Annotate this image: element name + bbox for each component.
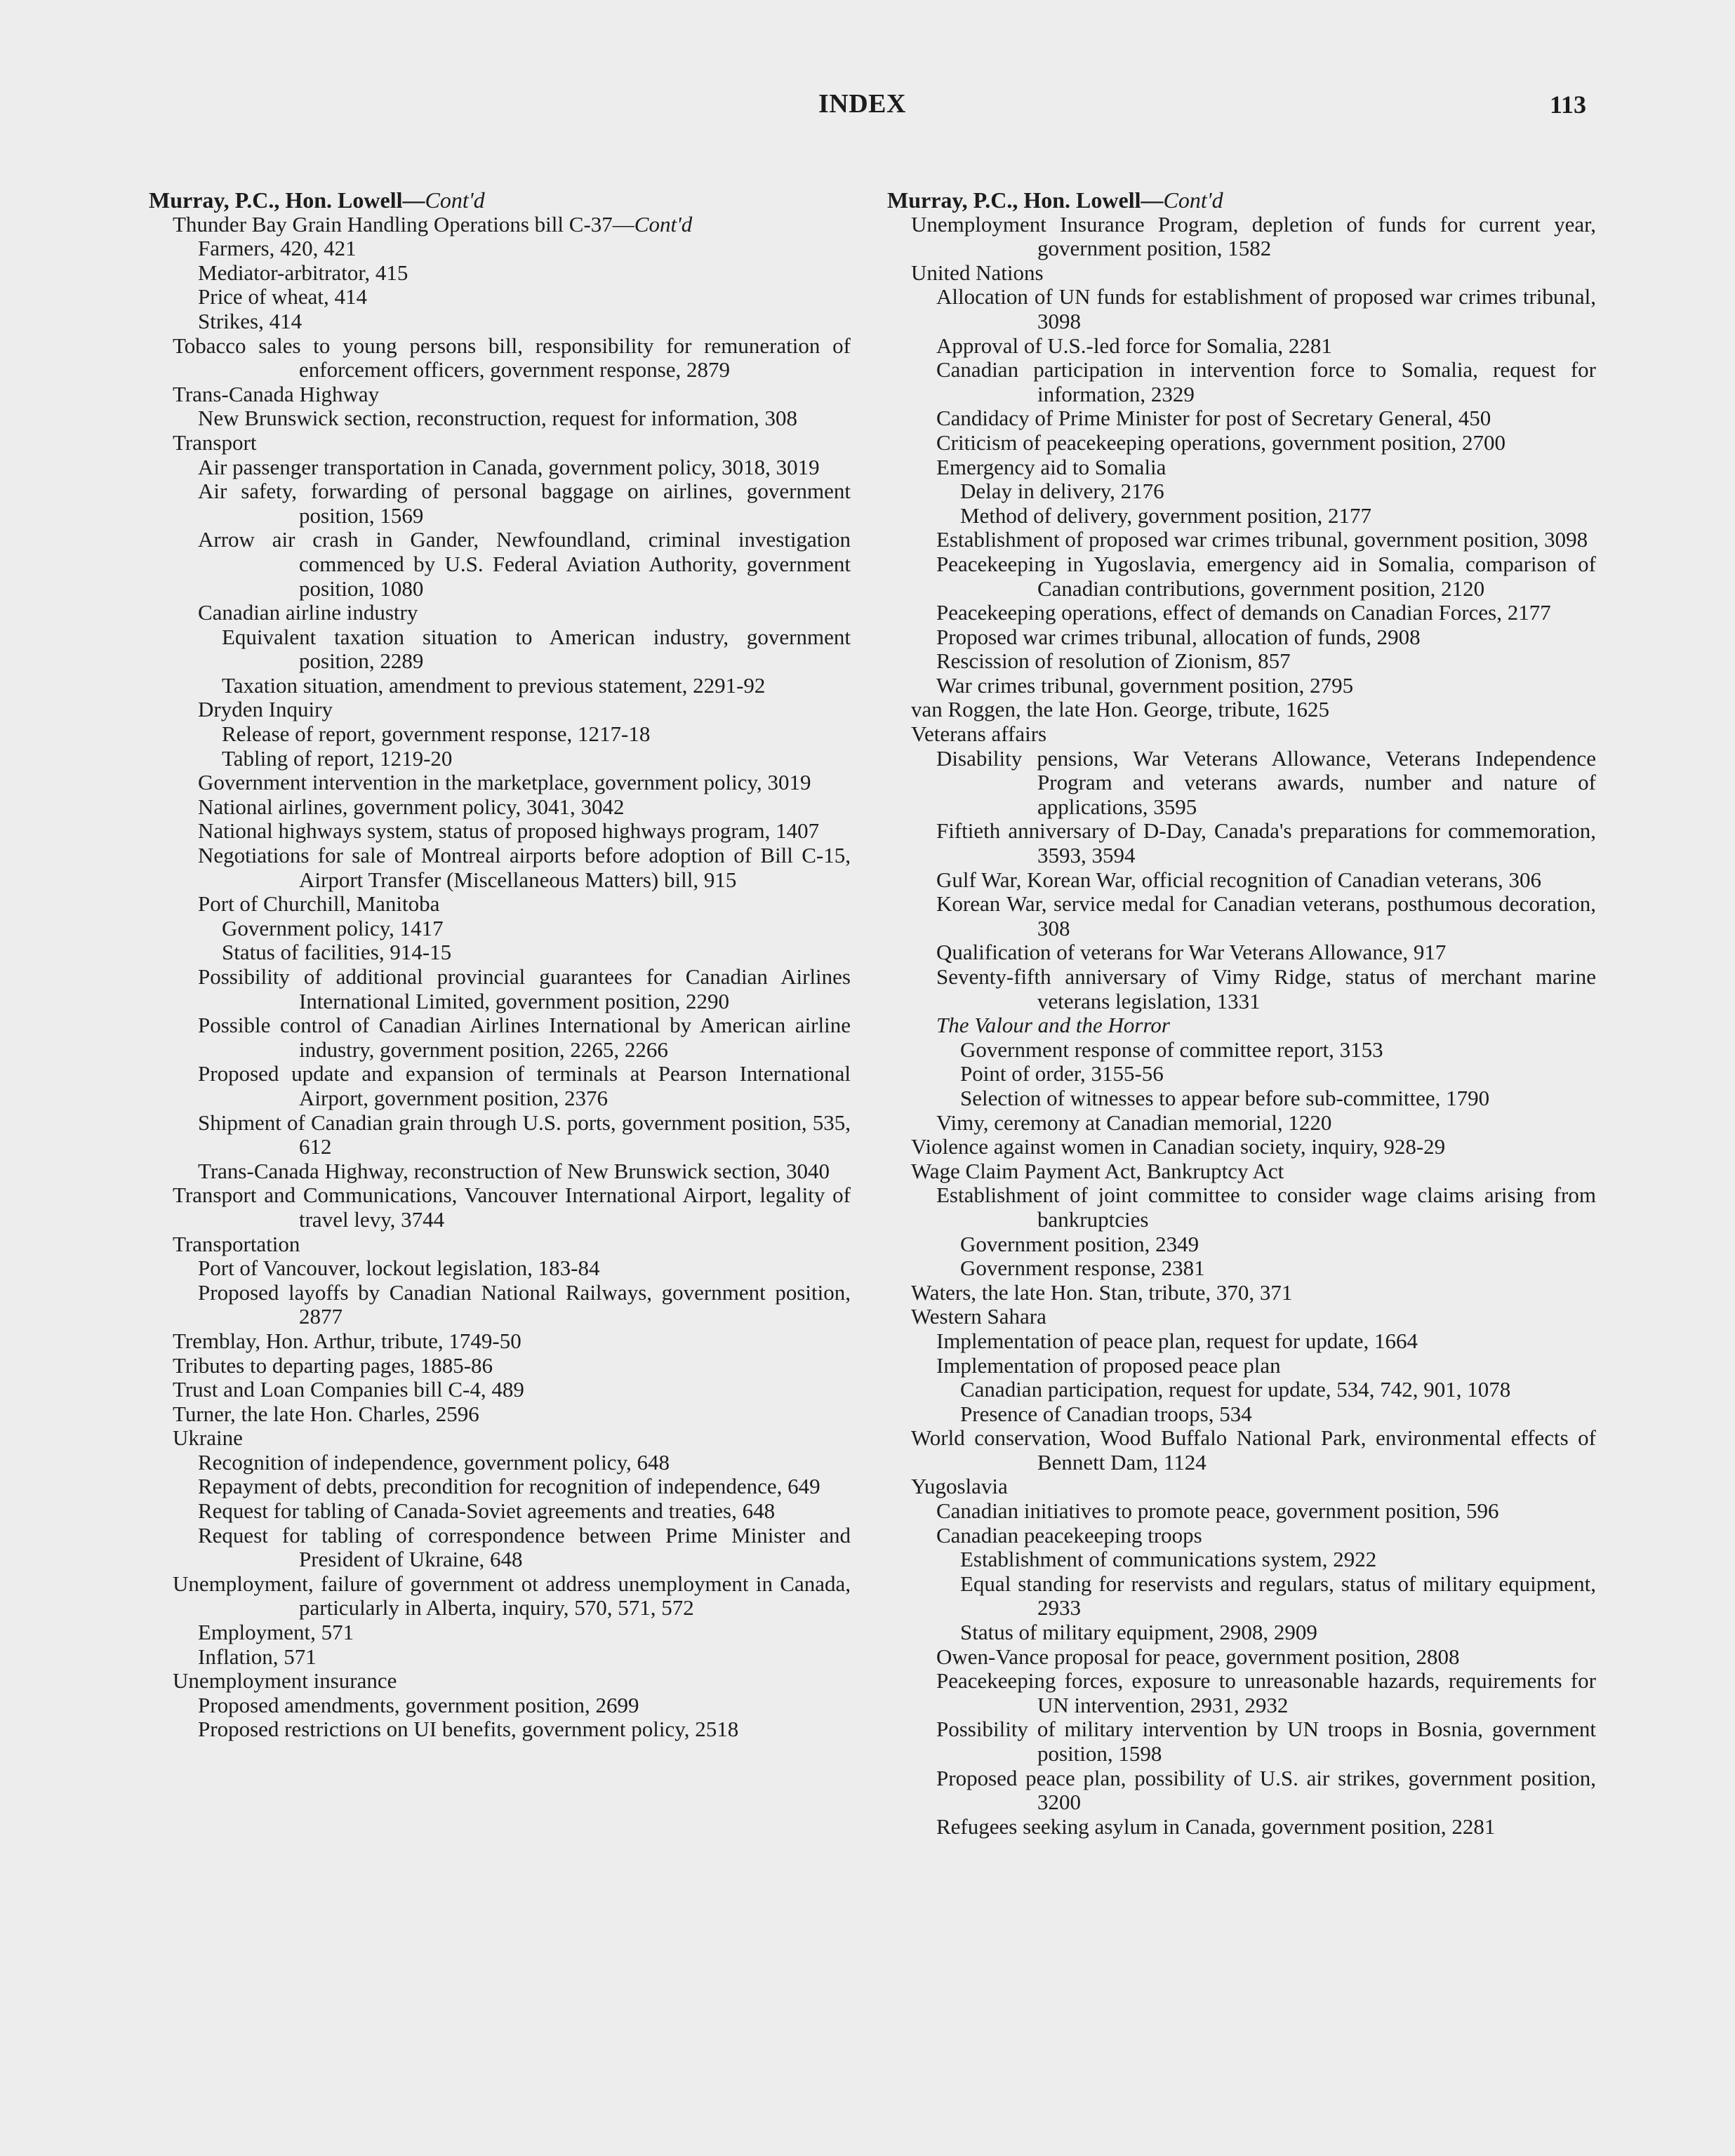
index-entry <box>887 698 1596 722</box>
index-entry-text: Equivalent taxation situation to American industry, government position, 2289 <box>222 624 851 674</box>
index-entry <box>149 285 851 310</box>
index-entry-text: Rescission of resolution of Zionism, 857 <box>936 648 1291 674</box>
index-entry <box>887 1426 1596 1475</box>
index-entry-text: Employment, 571 <box>198 1620 354 1645</box>
index-entry-text: Farmers, 420, 421 <box>198 236 357 261</box>
index-entry-text: Status of facilities, 914-15 <box>222 940 452 965</box>
index-entry-text: Criticism of peacekeeping operations, government position, 2700 <box>936 430 1505 455</box>
index-entry <box>149 1159 851 1184</box>
index-entry-text: Air safety, forwarding of personal baggage on airlines, government position, 1569 <box>198 479 851 528</box>
index-entry <box>887 406 1596 431</box>
index-entry <box>149 698 851 722</box>
index-entry-text: Vimy, ceremony at Canadian memorial, 1220 <box>936 1110 1332 1135</box>
index-entry <box>887 649 1596 674</box>
index-entry-text: Murray, P.C., Hon. Lowell— <box>149 187 425 213</box>
index-entry-text: Turner, the late Hon. Charles, 2596 <box>173 1401 479 1426</box>
index-entry <box>887 722 1596 747</box>
index-entry <box>149 892 851 917</box>
index-entry <box>149 213 851 237</box>
index-entry-text: Point of order, 3155-56 <box>960 1061 1164 1086</box>
index-entry <box>887 1038 1596 1063</box>
index-entry-text: Proposed update and expansion of terminals at Pearson International Airport, government position, 2376 <box>198 1061 851 1110</box>
index-entry-text: Inflation, 571 <box>198 1644 317 1669</box>
index-entry <box>149 1329 851 1354</box>
index-entry <box>887 625 1596 650</box>
index-entry-text: Canadian airline industry <box>198 600 418 625</box>
index-entry-text: Thunder Bay Grain Handling Operations bill C-37— <box>173 211 634 237</box>
index-entry <box>887 1669 1596 1717</box>
page-header <box>0 88 1735 138</box>
index-entry <box>149 601 851 625</box>
index-entry-text: Method of delivery, government position, 2177 <box>960 503 1372 528</box>
index-entry <box>887 1062 1596 1086</box>
index-entry-text: Unemployment Insurance Program, depletion of funds for current year, government position, 1582 <box>911 211 1596 261</box>
continued-marker: Cont'd <box>634 211 693 237</box>
index-entry-text: Violence against women in Canadian society, inquiry, 928-29 <box>911 1134 1446 1159</box>
index-entry-text: The Valour and the Horror <box>936 1013 1170 1038</box>
index-entry <box>887 1548 1596 1572</box>
index-entry-text: Transport and Communications, Vancouver International Airport, legality of travel levy, 3744 <box>173 1183 851 1232</box>
index-entry <box>149 479 851 528</box>
index-entry <box>887 1111 1596 1136</box>
index-entry <box>887 1524 1596 1548</box>
index-column-right <box>887 188 1596 1839</box>
index-entry-text: Equal standing for reservists and regulars, status of military equipment, 2933 <box>960 1571 1596 1621</box>
index-entry <box>149 844 851 892</box>
index-entry <box>887 747 1596 820</box>
index-entry-text: Possible control of Canadian Airlines International by American airline industry, government position, 2265, 2266 <box>198 1013 851 1062</box>
index-entry <box>149 625 851 674</box>
index-entry-text: Trust and Loan Companies bill C-4, 489 <box>173 1377 524 1402</box>
index-heading <box>149 188 851 213</box>
index-entry <box>887 892 1596 940</box>
index-entry <box>887 261 1596 286</box>
index-entry <box>149 382 851 407</box>
index-entry-text: Wage Claim Payment Act, Bankruptcy Act <box>911 1158 1284 1183</box>
index-entry-text: Implementation of proposed peace plan <box>936 1352 1281 1378</box>
index-entry <box>887 285 1596 333</box>
index-entry-text: Government response, 2381 <box>960 1256 1205 1281</box>
index-entry-text: Yugoslavia <box>911 1474 1008 1499</box>
index-entry <box>149 1378 851 1402</box>
index-entry-text: Canadian participation in intervention force to Somalia, request for information, 2329 <box>936 357 1596 406</box>
index-entry <box>887 213 1596 261</box>
index-entry <box>149 1354 851 1378</box>
index-entry <box>887 455 1596 480</box>
index-entry <box>887 1183 1596 1232</box>
index-entry-text: Delay in delivery, 2176 <box>960 479 1164 504</box>
index-entry-text: Western Sahara <box>911 1304 1046 1329</box>
index-entry <box>149 1256 851 1281</box>
index-entry <box>887 965 1596 1013</box>
index-entry <box>887 1815 1596 1839</box>
index-entry-text: Establishment of communications system, 2922 <box>960 1547 1377 1572</box>
index-entry-text: Unemployment, failure of government ot address unemployment in Canada, particularly in Alberta, inquiry, 570, 571, 572 <box>173 1571 851 1621</box>
index-entry-text: Tobacco sales to young persons bill, responsibility for remuneration of enforcement officers, government response, 2879 <box>173 333 851 382</box>
index-entry <box>887 1354 1596 1378</box>
index-entry <box>887 1717 1596 1766</box>
index-entry-text: Transport <box>173 430 257 455</box>
index-entry-text: Government intervention in the marketplace, government policy, 3019 <box>198 770 811 795</box>
index-entry-text: Port of Vancouver, lockout legislation, 183-84 <box>198 1256 600 1281</box>
index-entry-text: Arrow air crash in Gander, Newfoundland, criminal investigation commenced by U.S. Federal Aviation Authority, government position, 1080 <box>198 527 851 601</box>
index-entry <box>887 528 1596 552</box>
index-entry-text: Tributes to departing pages, 1885-86 <box>173 1352 493 1378</box>
index-entry-text: Proposed layoffs by Canadian National Railways, government position, 2877 <box>198 1279 851 1329</box>
continued-marker: Cont'd <box>1163 187 1223 213</box>
index-entry <box>149 310 851 334</box>
index-entry-text: Owen-Vance proposal for peace, government position, 2808 <box>936 1644 1460 1669</box>
index-entry-text: Murray, P.C., Hon. Lowell— <box>887 187 1164 213</box>
index-entry <box>887 1621 1596 1645</box>
index-entry <box>149 1572 851 1621</box>
index-column-left <box>149 188 851 1742</box>
index-entry-text: Emergency aid to Somalia <box>936 454 1166 479</box>
index-entry-text: Canadian participation, request for update, 534, 742, 901, 1078 <box>960 1377 1511 1402</box>
index-entry <box>149 1111 851 1159</box>
index-entry-text: Government response of committee report, 3153 <box>960 1037 1383 1062</box>
index-entry-text: Proposed war crimes tribunal, allocation of funds, 2908 <box>936 624 1421 649</box>
index-entry <box>149 1183 851 1232</box>
index-entry <box>887 819 1596 867</box>
index-entry-text: Establishment of proposed war crimes tribunal, government position, 3098 <box>936 527 1588 552</box>
index-entry-text: National highways system, status of proposed highways program, 1407 <box>198 818 820 844</box>
continued-marker: Cont'd <box>425 187 485 213</box>
index-entry-text: Repayment of debts, precondition for recognition of independence, 649 <box>198 1474 820 1499</box>
index-entry-text: Implementation of peace plan, request for update, 1664 <box>936 1328 1418 1353</box>
index-entry-text: Selection of witnesses to appear before sub-committee, 1790 <box>960 1085 1490 1110</box>
index-entry-text: Recognition of independence, government policy, 648 <box>198 1449 670 1475</box>
index-entry-text: Request for tabling of correspondence between Prime Minister and President of Ukraine, 648 <box>198 1522 851 1572</box>
index-entry <box>887 1329 1596 1354</box>
index-entry <box>887 1013 1596 1038</box>
index-entry <box>149 965 851 1013</box>
index-entry-text: Disability pensions, War Veterans Allowance, Veterans Independence Program and veterans awards, number and nature of applications, 3595 <box>936 745 1596 819</box>
index-entry-text: Qualification of veterans for War Veterans Allowance, 917 <box>936 940 1447 965</box>
index-entry-text: Proposed peace plan, possibility of U.S. air strikes, government position, 3200 <box>936 1765 1596 1815</box>
index-entry-text: Korean War, service medal for Canadian veterans, posthumous decoration, 308 <box>936 891 1596 940</box>
index-entry <box>887 1499 1596 1524</box>
index-entry <box>149 795 851 820</box>
index-entry <box>149 722 851 747</box>
index-entry-text: Trans-Canada Highway <box>173 381 380 406</box>
index-entry-text: Approval of U.S.-led force for Somalia, 2281 <box>936 333 1332 358</box>
index-entry <box>887 358 1596 406</box>
index-entry-text: Canadian peacekeeping troops <box>936 1522 1202 1548</box>
index-entry <box>887 601 1596 625</box>
index-entry <box>887 1475 1596 1499</box>
index-entry <box>149 819 851 844</box>
index-entry-text: Establishment of joint committee to consider wage claims arising from bankruptcies <box>936 1183 1596 1232</box>
index-entry <box>149 1475 851 1499</box>
index-entry-text: Request for tabling of Canada-Soviet agreements and treaties, 648 <box>198 1498 776 1524</box>
index-entry <box>887 1378 1596 1402</box>
index-entry <box>149 431 851 455</box>
index-entry <box>887 1572 1596 1621</box>
index-entry <box>887 1256 1596 1281</box>
index-entry <box>149 334 851 382</box>
index-entry <box>149 1621 851 1645</box>
index-entry <box>887 1305 1596 1329</box>
index-entry <box>149 1499 851 1524</box>
index-entry-text: Seventy-fifth anniversary of Vimy Ridge, status of merchant marine veterans legislation, 1331 <box>936 964 1596 1013</box>
index-entry-text: Allocation of UN funds for establishment of proposed war crimes tribunal, 3098 <box>936 284 1596 333</box>
index-entry-text: Tremblay, Hon. Arthur, tribute, 1749-50 <box>173 1328 521 1353</box>
page-title: INDEX <box>818 89 906 119</box>
index-entry-text: Proposed amendments, government position, 2699 <box>198 1692 639 1717</box>
index-entry <box>887 1645 1596 1670</box>
index-entry <box>149 771 851 795</box>
index-entry <box>887 334 1596 359</box>
index-entry <box>149 1426 851 1451</box>
index-entry-text: Release of report, government response, 1217-18 <box>222 721 651 747</box>
index-entry-text: Strikes, 414 <box>198 308 303 333</box>
index-entry <box>887 1402 1596 1427</box>
index-entry-text: Refugees seeking asylum in Canada, government position, 2281 <box>936 1814 1496 1839</box>
index-entry <box>887 940 1596 965</box>
index-entry-text: Trans-Canada Highway, reconstruction of New Brunswick section, 3040 <box>198 1158 830 1183</box>
index-entry-text: Unemployment insurance <box>173 1668 397 1693</box>
index-entry-text: Shipment of Canadian grain through U.S. ports, government position, 535, 612 <box>198 1110 851 1159</box>
index-entry-text: Port of Churchill, Manitoba <box>198 891 440 917</box>
index-heading <box>887 188 1596 213</box>
index-entry-text: Price of wheat, 414 <box>198 284 368 310</box>
index-entry-text: Mediator-arbitrator, 415 <box>198 260 408 285</box>
index-entry <box>149 1281 851 1329</box>
index-entry-text: Taxation situation, amendment to previous statement, 2291-92 <box>222 672 766 698</box>
index-entry-text: Government position, 2349 <box>960 1231 1199 1256</box>
index-entry-text: Candidacy of Prime Minister for post of Secretary General, 450 <box>936 406 1491 431</box>
index-entry <box>149 528 851 601</box>
index-entry <box>149 1645 851 1670</box>
index-entry-text: Veterans affairs <box>911 721 1047 747</box>
index-entry-text: Status of military equipment, 2908, 2909 <box>960 1620 1317 1645</box>
index-entry <box>887 479 1596 504</box>
index-entry-text: New Brunswick section, reconstruction, request for information, 308 <box>198 406 798 431</box>
index-entry-text: Canadian initiatives to promote peace, government position, 596 <box>936 1498 1499 1524</box>
index-entry <box>149 1693 851 1718</box>
index-entry-text: War crimes tribunal, government position, 2795 <box>936 672 1354 698</box>
index-entry <box>887 504 1596 528</box>
index-entry-text: National airlines, government policy, 3041, 3042 <box>198 794 625 819</box>
index-entry-text: Tabling of report, 1219-20 <box>222 745 453 771</box>
index-entry <box>887 868 1596 893</box>
index-entry <box>887 1766 1596 1815</box>
index-entry-text: Waters, the late Hon. Stan, tribute, 370, 371 <box>911 1279 1293 1305</box>
index-entry-text: Ukraine <box>173 1425 243 1451</box>
index-entry <box>149 674 851 698</box>
index-entry-text: Possibility of military intervention by UN troops in Bosnia, government position, 1598 <box>936 1717 1596 1766</box>
index-entry <box>887 1281 1596 1305</box>
index-entry-text: Peacekeeping operations, effect of demands on Canadian Forces, 2177 <box>936 600 1551 625</box>
index-entry-text: Peacekeeping forces, exposure to unreasonable hazards, requirements for UN intervention, 2931, 2932 <box>936 1668 1596 1717</box>
index-entry <box>887 1086 1596 1111</box>
index-entry <box>887 1232 1596 1257</box>
index-entry <box>149 237 851 261</box>
index-entry <box>149 1232 851 1257</box>
index-entry <box>149 1524 851 1572</box>
index-entry <box>887 1159 1596 1184</box>
index-entry-text: Possibility of additional provincial guarantees for Canadian Airlines International Limited, government position, 2290 <box>198 964 851 1013</box>
index-entry <box>149 917 851 941</box>
index-entry-text: van Roggen, the late Hon. George, tribute, 1625 <box>911 697 1330 722</box>
index-entry <box>149 1669 851 1693</box>
index-entry <box>149 406 851 431</box>
index-entry <box>149 261 851 286</box>
index-entry-text: Negotiations for sale of Montreal airports before adoption of Bill C-15, Airport Transfer (Miscellaneous Matters) bill, 915 <box>198 843 851 892</box>
index-entry-text: Proposed restrictions on UI benefits, government policy, 2518 <box>198 1717 739 1742</box>
index-entry <box>149 1062 851 1110</box>
index-entry <box>149 1402 851 1427</box>
index-entry-text: Fiftieth anniversary of D-Day, Canada's preparations for commemoration, 3593, 3594 <box>936 818 1596 868</box>
index-entry <box>149 747 851 771</box>
index-entry-text: Government policy, 1417 <box>222 915 444 940</box>
index-entry <box>887 1135 1596 1159</box>
index-entry-text: World conservation, Wood Buffalo National Park, environmental effects of Bennett Dam, 1124 <box>911 1425 1596 1475</box>
index-entry <box>887 674 1596 698</box>
index-entry <box>149 455 851 480</box>
index-entry-text: Gulf War, Korean War, official recognition of Canadian veterans, 306 <box>936 867 1541 892</box>
index-entry <box>149 1451 851 1475</box>
index-entry <box>887 431 1596 455</box>
index-entry <box>149 940 851 965</box>
index-entry-text: Air passenger transportation in Canada, government policy, 3018, 3019 <box>198 454 820 479</box>
index-entry <box>149 1013 851 1062</box>
index-entry-text: Presence of Canadian troops, 534 <box>960 1401 1252 1426</box>
index-entry-text: United Nations <box>911 260 1044 285</box>
page-number: 113 <box>1550 91 1587 119</box>
index-entry-text: Transportation <box>173 1231 300 1256</box>
index-entry-text: Dryden Inquiry <box>198 697 333 722</box>
index-entry-text: Peacekeeping in Yugoslavia, emergency aid in Somalia, comparison of Canadian contributions, government position, 2120 <box>936 551 1596 601</box>
index-entry <box>887 552 1596 601</box>
index-entry <box>149 1717 851 1742</box>
